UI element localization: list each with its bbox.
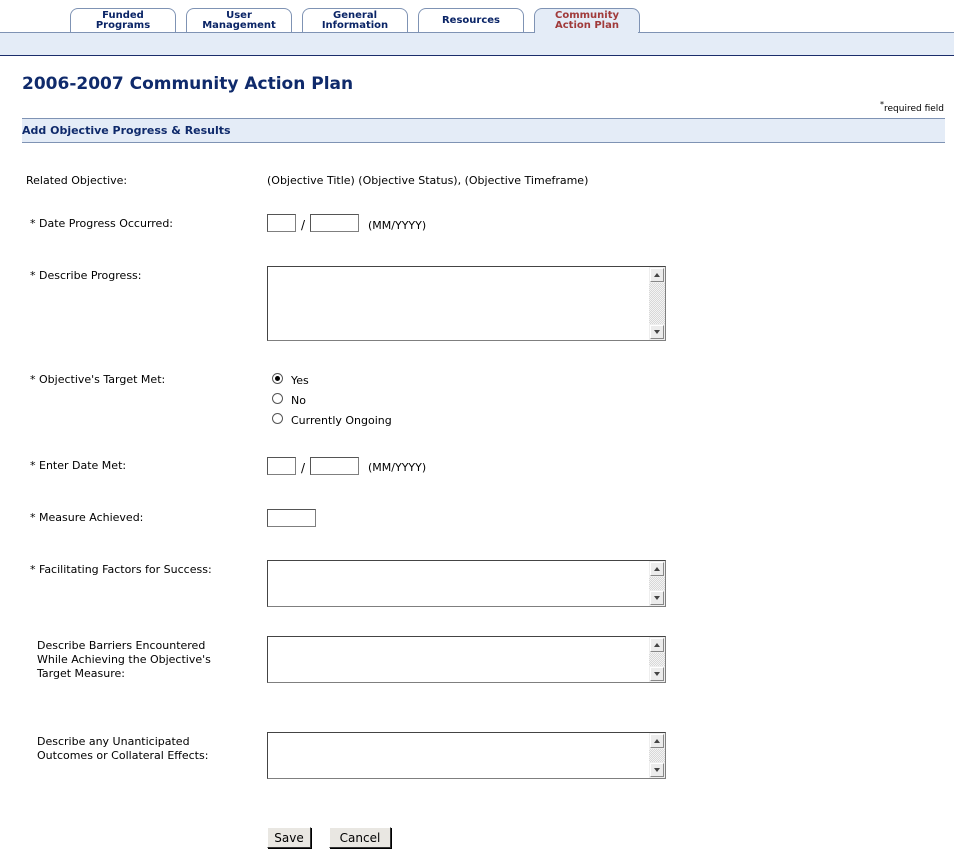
tab-label-line1: Funded	[102, 10, 144, 21]
tab-label-line2: Programs	[95, 20, 151, 31]
outcomes-textarea[interactable]	[267, 732, 666, 779]
date-progress-label: * Date Progress Occurred:	[30, 217, 174, 230]
target-met-ongoing-radio[interactable]	[272, 413, 283, 424]
cancel-button[interactable]: Cancel	[329, 827, 391, 848]
date-separator: /	[301, 218, 306, 232]
measure-achieved-label: * Measure Achieved:	[30, 511, 144, 524]
date-format-hint: (MM/YYYY)	[368, 461, 427, 474]
target-met-label: * Objective's Target Met:	[30, 373, 166, 386]
target-met-no-radio[interactable]	[272, 393, 283, 404]
tab-bar	[0, 0, 954, 33]
scroll-down-arrow-icon[interactable]	[650, 763, 664, 777]
tab-label-line1: Resources	[441, 15, 501, 26]
page-title: 2006-2007 Community Action Plan	[22, 74, 354, 94]
outcomes-label-line: Describe any Unanticipated	[37, 735, 190, 748]
target-met-ongoing-label: Currently Ongoing	[291, 414, 392, 427]
scroll-up-arrow-icon[interactable]	[650, 638, 664, 652]
scroll-down-arrow-icon[interactable]	[650, 325, 664, 339]
textarea-scrollbar[interactable]	[648, 561, 665, 606]
tab-funded-programs[interactable]	[70, 8, 176, 32]
tab-label-line2: Action Plan	[555, 20, 619, 31]
tab-label-line1: Community	[554, 10, 619, 21]
section-header	[22, 118, 945, 143]
barriers-textarea[interactable]	[267, 636, 666, 683]
required-star: *	[880, 100, 884, 109]
barriers-label-line: While Achieving the Objective's	[37, 653, 211, 666]
date-format-hint: (MM/YYYY)	[368, 219, 427, 232]
save-button[interactable]: Save	[267, 827, 311, 848]
barriers-label-line: Describe Barriers Encountered	[37, 639, 206, 652]
required-field-note	[880, 100, 944, 114]
textarea-scrollbar[interactable]	[648, 733, 665, 778]
textarea-scrollbar[interactable]	[648, 637, 665, 682]
describe-progress-textarea[interactable]	[267, 266, 666, 341]
date-met-year-input[interactable]	[310, 457, 359, 475]
tab-band	[0, 32, 954, 56]
target-met-yes-radio[interactable]	[272, 373, 283, 384]
required-text: required field	[884, 104, 944, 114]
date-progress-year-input[interactable]	[310, 214, 359, 232]
target-met-no-label: No	[291, 394, 306, 407]
scroll-up-arrow-icon[interactable]	[650, 562, 664, 576]
tab-general-information[interactable]	[302, 8, 408, 32]
scroll-up-arrow-icon[interactable]	[650, 268, 664, 282]
tab-resources[interactable]	[418, 8, 524, 32]
scroll-up-arrow-icon[interactable]	[650, 734, 664, 748]
barriers-label	[37, 639, 211, 681]
textarea-scrollbar[interactable]	[648, 267, 665, 340]
outcomes-label-line: Outcomes or Collateral Effects:	[37, 749, 209, 762]
date-met-month-input[interactable]	[267, 457, 296, 475]
scroll-down-arrow-icon[interactable]	[650, 591, 664, 605]
describe-progress-label: * Describe Progress:	[30, 269, 142, 282]
date-progress-month-input[interactable]	[267, 214, 296, 232]
facilitating-factors-label: * Facilitating Factors for Success:	[30, 563, 212, 576]
measure-achieved-input[interactable]	[267, 509, 316, 527]
related-objective-label: Related Objective:	[26, 174, 128, 187]
date-separator: /	[301, 461, 306, 475]
target-met-yes-label: Yes	[291, 374, 309, 387]
active-tab-joint	[535, 31, 638, 34]
outcomes-label	[37, 735, 208, 763]
tab-user-management[interactable]	[186, 8, 292, 32]
barriers-label-line: Target Measure:	[37, 667, 125, 680]
related-objective-value: (Objective Title) (Objective Status), (Objective Timeframe)	[267, 174, 589, 187]
tab-label-line1: General	[333, 10, 377, 21]
tab-label-line2: Management	[202, 20, 276, 31]
scroll-down-arrow-icon[interactable]	[650, 667, 664, 681]
tab-label-line1: User	[226, 10, 252, 21]
tab-label-line2: Information	[321, 20, 389, 31]
section-title: Add Objective Progress & Results	[22, 124, 231, 137]
facilitating-factors-textarea[interactable]	[267, 560, 666, 607]
date-met-label: * Enter Date Met:	[30, 459, 127, 472]
